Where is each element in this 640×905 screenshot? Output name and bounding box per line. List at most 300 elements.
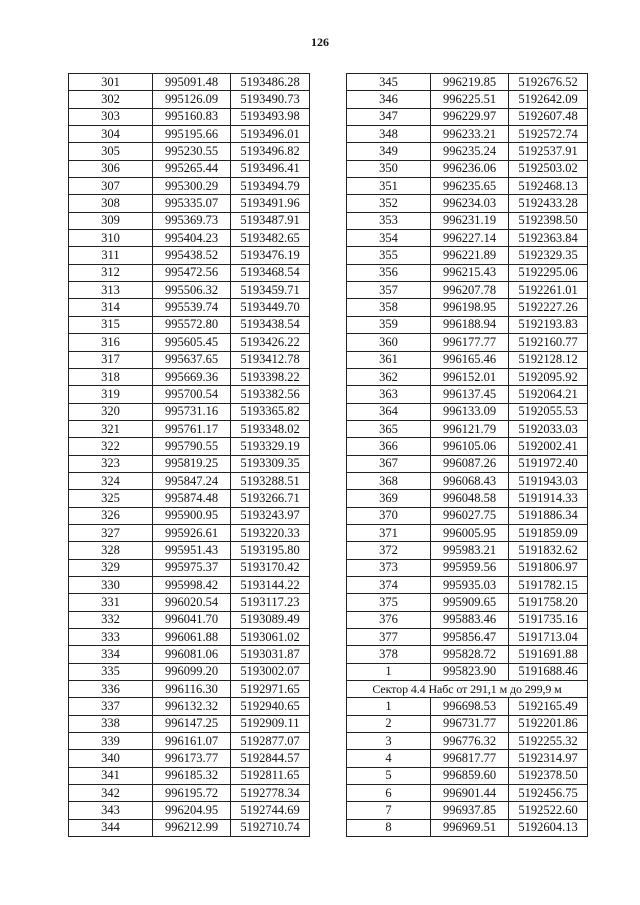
point-number-cell: 331: [69, 594, 153, 611]
x-coordinate-cell: 995669.36: [153, 368, 231, 385]
y-coordinate-cell: 5192778.34: [231, 785, 310, 802]
x-coordinate-cell: 996165.46: [431, 351, 509, 368]
y-coordinate-cell: 5191782.15: [509, 576, 588, 593]
point-number-cell: 8: [347, 819, 431, 836]
y-coordinate-cell: 5193412.78: [231, 351, 310, 368]
x-coordinate-cell: 996068.43: [431, 472, 509, 489]
point-number-cell: 314: [69, 299, 153, 316]
x-coordinate-cell: 995909.65: [431, 594, 509, 611]
table-row: [347, 108, 588, 125]
point-number-cell: 6: [347, 785, 431, 802]
section-table-row: [347, 767, 588, 784]
y-coordinate-cell: 5191758.20: [509, 594, 588, 611]
x-coordinate-cell: 995823.90: [431, 663, 509, 680]
point-number-cell: 328: [69, 542, 153, 559]
point-number-cell: 364: [347, 403, 431, 420]
x-coordinate-cell: 996185.32: [153, 767, 231, 784]
x-coordinate-cell: 995126.09: [153, 91, 231, 108]
table-row: [347, 316, 588, 333]
x-coordinate-cell: 995369.73: [153, 212, 231, 229]
y-coordinate-cell: 5193493.98: [231, 108, 310, 125]
y-coordinate-cell: 5192940.65: [231, 698, 310, 715]
point-number-cell: 349: [347, 143, 431, 160]
point-number-cell: 321: [69, 420, 153, 437]
table-row: [347, 143, 588, 160]
y-coordinate-cell: 5193487.91: [231, 212, 310, 229]
point-number-cell: 330: [69, 576, 153, 593]
x-coordinate-cell: 996221.89: [431, 247, 509, 264]
y-coordinate-cell: 5193449.70: [231, 299, 310, 316]
y-coordinate-cell: 5193382.56: [231, 386, 310, 403]
table-row: [69, 611, 310, 628]
y-coordinate-cell: 5193266.71: [231, 490, 310, 507]
x-coordinate-cell: 996087.26: [431, 455, 509, 472]
y-coordinate-cell: 5193438.54: [231, 316, 310, 333]
y-coordinate-cell: 5192503.02: [509, 160, 588, 177]
y-coordinate-cell: 5192676.52: [509, 74, 588, 91]
y-coordinate-cell: 5192160.77: [509, 334, 588, 351]
point-number-cell: 353: [347, 212, 431, 229]
y-coordinate-cell: 5193243.97: [231, 507, 310, 524]
x-coordinate-cell: 996005.95: [431, 524, 509, 541]
y-coordinate-cell: 5193426.22: [231, 334, 310, 351]
x-coordinate-cell: 995935.03: [431, 576, 509, 593]
x-coordinate-cell: 996731.77: [431, 715, 509, 732]
point-number-cell: 305: [69, 143, 153, 160]
table-row: [347, 230, 588, 247]
point-number-cell: 324: [69, 472, 153, 489]
y-coordinate-cell: 5192128.12: [509, 351, 588, 368]
y-coordinate-cell: 5191806.97: [509, 559, 588, 576]
section-header-row: [347, 681, 588, 698]
point-number-cell: 7: [347, 802, 431, 819]
x-coordinate-cell: 995572.80: [153, 316, 231, 333]
y-coordinate-cell: 5192607.48: [509, 108, 588, 125]
table-row: [347, 507, 588, 524]
table-row: [69, 472, 310, 489]
x-coordinate-cell: 996198.95: [431, 299, 509, 316]
x-coordinate-cell: 995951.43: [153, 542, 231, 559]
y-coordinate-cell: 5192227.26: [509, 299, 588, 316]
point-number-cell: 345: [347, 74, 431, 91]
point-number-cell: 3: [347, 733, 431, 750]
x-coordinate-cell: 996234.03: [431, 195, 509, 212]
point-number-cell: 322: [69, 438, 153, 455]
y-coordinate-cell: 5191914.33: [509, 490, 588, 507]
table-row: [347, 663, 588, 680]
point-number-cell: 319: [69, 386, 153, 403]
y-coordinate-cell: 5192522.60: [509, 802, 588, 819]
point-number-cell: 348: [347, 126, 431, 143]
y-coordinate-cell: 5193365.82: [231, 403, 310, 420]
y-coordinate-cell: 5192398.50: [509, 212, 588, 229]
table-row: [69, 594, 310, 611]
table-row: [347, 264, 588, 281]
y-coordinate-cell: 5192877.07: [231, 733, 310, 750]
table-row: [69, 299, 310, 316]
table-row: [347, 455, 588, 472]
point-number-cell: 323: [69, 455, 153, 472]
point-number-cell: 310: [69, 230, 153, 247]
x-coordinate-cell: 995983.21: [431, 542, 509, 559]
x-coordinate-cell: 995761.17: [153, 420, 231, 437]
x-coordinate-cell: 995230.55: [153, 143, 231, 160]
table-row: [69, 576, 310, 593]
table-row: [347, 524, 588, 541]
y-coordinate-cell: 5193117.23: [231, 594, 310, 611]
y-coordinate-cell: 5192261.01: [509, 282, 588, 299]
point-number-cell: 366: [347, 438, 431, 455]
x-coordinate-cell: 996152.01: [431, 368, 509, 385]
y-coordinate-cell: 5193288.51: [231, 472, 310, 489]
y-coordinate-cell: 5193494.79: [231, 178, 310, 195]
page-number: 126: [311, 35, 329, 49]
point-number-cell: 378: [347, 646, 431, 663]
y-coordinate-cell: 5192909.11: [231, 715, 310, 732]
point-number-cell: 309: [69, 212, 153, 229]
x-coordinate-cell: 996225.51: [431, 91, 509, 108]
section-table-row: [347, 715, 588, 732]
table-row: [69, 108, 310, 125]
y-coordinate-cell: 5193468.54: [231, 264, 310, 281]
x-coordinate-cell: 996177.77: [431, 334, 509, 351]
point-number-cell: 376: [347, 611, 431, 628]
table-row: [69, 403, 310, 420]
x-coordinate-cell: 995195.66: [153, 126, 231, 143]
table-row: [69, 698, 310, 715]
point-number-cell: 351: [347, 178, 431, 195]
point-number-cell: 1: [347, 663, 431, 680]
x-coordinate-cell: 996215.43: [431, 264, 509, 281]
y-coordinate-cell: 5193195.80: [231, 542, 310, 559]
x-coordinate-cell: 995438.52: [153, 247, 231, 264]
point-number-cell: 317: [69, 351, 153, 368]
y-coordinate-cell: 5191832.62: [509, 542, 588, 559]
point-number-cell: 327: [69, 524, 153, 541]
point-number-cell: 341: [69, 767, 153, 784]
point-number-cell: 336: [69, 681, 153, 698]
y-coordinate-cell: 5191713.04: [509, 629, 588, 646]
y-coordinate-cell: 5193486.28: [231, 74, 310, 91]
point-number-cell: 325: [69, 490, 153, 507]
y-coordinate-cell: 5193031.87: [231, 646, 310, 663]
y-coordinate-cell: 5191972.40: [509, 455, 588, 472]
y-coordinate-cell: 5193309.35: [231, 455, 310, 472]
x-coordinate-cell: 996081.06: [153, 646, 231, 663]
x-coordinate-cell: 996061.88: [153, 629, 231, 646]
table-row: [69, 247, 310, 264]
y-coordinate-cell: 5192604.13: [509, 819, 588, 836]
coordinates-table-left: [68, 73, 310, 837]
y-coordinate-cell: 5192033.03: [509, 420, 588, 437]
x-coordinate-cell: 996229.97: [431, 108, 509, 125]
section-table-row: [347, 819, 588, 836]
table-row: [347, 247, 588, 264]
table-row: [69, 368, 310, 385]
point-number-cell: 333: [69, 629, 153, 646]
table-row: [69, 629, 310, 646]
y-coordinate-cell: 5192378.50: [509, 767, 588, 784]
x-coordinate-cell: 996041.70: [153, 611, 231, 628]
y-coordinate-cell: 5192295.06: [509, 264, 588, 281]
y-coordinate-cell: 5192002.41: [509, 438, 588, 455]
y-coordinate-cell: 5192744.69: [231, 802, 310, 819]
x-coordinate-cell: 995926.61: [153, 524, 231, 541]
y-coordinate-cell: 5193496.41: [231, 160, 310, 177]
table-row: [69, 195, 310, 212]
x-coordinate-cell: 995874.48: [153, 490, 231, 507]
point-number-cell: 368: [347, 472, 431, 489]
y-coordinate-cell: 5191691.88: [509, 646, 588, 663]
y-coordinate-cell: 5193398.22: [231, 368, 310, 385]
y-coordinate-cell: 5192971.65: [231, 681, 310, 698]
table-row: [347, 282, 588, 299]
y-coordinate-cell: 5193476.19: [231, 247, 310, 264]
x-coordinate-cell: 996235.65: [431, 178, 509, 195]
x-coordinate-cell: 996698.53: [431, 698, 509, 715]
y-coordinate-cell: 5193329.19: [231, 438, 310, 455]
x-coordinate-cell: 995828.72: [431, 646, 509, 663]
point-number-cell: 375: [347, 594, 431, 611]
y-coordinate-cell: 5192710.74: [231, 819, 310, 836]
point-number-cell: 5: [347, 767, 431, 784]
x-coordinate-cell: 996233.21: [431, 126, 509, 143]
x-coordinate-cell: 996116.30: [153, 681, 231, 698]
x-coordinate-cell: 995700.54: [153, 386, 231, 403]
point-number-cell: 358: [347, 299, 431, 316]
section-table-row: [347, 733, 588, 750]
table-row: [69, 785, 310, 802]
table-row: [347, 160, 588, 177]
table-row: [347, 490, 588, 507]
x-coordinate-cell: 995819.25: [153, 455, 231, 472]
x-coordinate-cell: 995265.44: [153, 160, 231, 177]
table-row: [347, 299, 588, 316]
y-coordinate-cell: 5191735.16: [509, 611, 588, 628]
x-coordinate-cell: 995998.42: [153, 576, 231, 593]
table-row: [69, 802, 310, 819]
point-number-cell: 365: [347, 420, 431, 437]
y-coordinate-cell: 5193496.01: [231, 126, 310, 143]
x-coordinate-cell: 996105.06: [431, 438, 509, 455]
table-row: [69, 386, 310, 403]
table-row: [69, 351, 310, 368]
point-number-cell: 357: [347, 282, 431, 299]
point-number-cell: 334: [69, 646, 153, 663]
y-coordinate-cell: 5193061.02: [231, 629, 310, 646]
y-coordinate-cell: 5192064.21: [509, 386, 588, 403]
x-coordinate-cell: 996219.85: [431, 74, 509, 91]
x-coordinate-cell: 996817.77: [431, 750, 509, 767]
section-title: Сектор 4.4 Набс от 291,1 м до 299,9 м: [347, 681, 588, 698]
point-number-cell: 359: [347, 316, 431, 333]
y-coordinate-cell: 5191943.03: [509, 472, 588, 489]
point-number-cell: 370: [347, 507, 431, 524]
table-row: [347, 559, 588, 576]
x-coordinate-cell: 995539.74: [153, 299, 231, 316]
table-row: [347, 368, 588, 385]
y-coordinate-cell: 5192255.32: [509, 733, 588, 750]
point-number-cell: 369: [347, 490, 431, 507]
x-coordinate-cell: 996173.77: [153, 750, 231, 767]
x-coordinate-cell: 995975.37: [153, 559, 231, 576]
x-coordinate-cell: 996027.75: [431, 507, 509, 524]
point-number-cell: 306: [69, 160, 153, 177]
point-number-cell: 363: [347, 386, 431, 403]
x-coordinate-cell: 995506.32: [153, 282, 231, 299]
point-number-cell: 326: [69, 507, 153, 524]
point-number-cell: 316: [69, 334, 153, 351]
table-row: [69, 767, 310, 784]
y-coordinate-cell: 5193220.33: [231, 524, 310, 541]
x-coordinate-cell: 995404.23: [153, 230, 231, 247]
point-number-cell: 371: [347, 524, 431, 541]
table-row: [69, 438, 310, 455]
y-coordinate-cell: 5191859.09: [509, 524, 588, 541]
table-row: [69, 542, 310, 559]
table-row: [347, 178, 588, 195]
table-row: [347, 91, 588, 108]
point-number-cell: 347: [347, 108, 431, 125]
point-number-cell: 344: [69, 819, 153, 836]
table-row: [347, 594, 588, 611]
table-row: [69, 160, 310, 177]
point-number-cell: 335: [69, 663, 153, 680]
point-number-cell: 372: [347, 542, 431, 559]
table-row: [347, 386, 588, 403]
point-number-cell: 307: [69, 178, 153, 195]
y-coordinate-cell: 5192363.84: [509, 230, 588, 247]
table-row: [69, 733, 310, 750]
y-coordinate-cell: 5192844.57: [231, 750, 310, 767]
point-number-cell: 329: [69, 559, 153, 576]
point-number-cell: 302: [69, 91, 153, 108]
point-number-cell: 356: [347, 264, 431, 281]
point-number-cell: 346: [347, 91, 431, 108]
table-row: [69, 178, 310, 195]
table-row: [69, 126, 310, 143]
section-table-row: [347, 802, 588, 819]
section-table-row: [347, 698, 588, 715]
table-row: [69, 74, 310, 91]
table-row: [69, 646, 310, 663]
x-coordinate-cell: 996231.19: [431, 212, 509, 229]
x-coordinate-cell: 996133.09: [431, 403, 509, 420]
y-coordinate-cell: 5192468.13: [509, 178, 588, 195]
point-number-cell: 339: [69, 733, 153, 750]
y-coordinate-cell: 5192433.28: [509, 195, 588, 212]
x-coordinate-cell: 996236.06: [431, 160, 509, 177]
table-row: [69, 455, 310, 472]
point-number-cell: 342: [69, 785, 153, 802]
x-coordinate-cell: 995900.95: [153, 507, 231, 524]
y-coordinate-cell: 5192329.35: [509, 247, 588, 264]
table-row: [69, 819, 310, 836]
y-coordinate-cell: 5193002.07: [231, 663, 310, 680]
table-row: [347, 438, 588, 455]
x-coordinate-cell: 996969.51: [431, 819, 509, 836]
x-coordinate-cell: 996048.58: [431, 490, 509, 507]
x-coordinate-cell: 996099.20: [153, 663, 231, 680]
table-row: [69, 524, 310, 541]
table-row: [69, 559, 310, 576]
x-coordinate-cell: 996195.72: [153, 785, 231, 802]
y-coordinate-cell: 5191886.34: [509, 507, 588, 524]
table-row: [347, 576, 588, 593]
point-number-cell: 355: [347, 247, 431, 264]
point-number-cell: 4: [347, 750, 431, 767]
x-coordinate-cell: 995605.45: [153, 334, 231, 351]
x-coordinate-cell: 996204.95: [153, 802, 231, 819]
x-coordinate-cell: 995847.24: [153, 472, 231, 489]
x-coordinate-cell: 995883.46: [431, 611, 509, 628]
y-coordinate-cell: 5193170.42: [231, 559, 310, 576]
x-coordinate-cell: 995637.65: [153, 351, 231, 368]
y-coordinate-cell: 5192095.92: [509, 368, 588, 385]
point-number-cell: 303: [69, 108, 153, 125]
table-row: [69, 715, 310, 732]
point-number-cell: 374: [347, 576, 431, 593]
table-row: [69, 230, 310, 247]
x-coordinate-cell: 996235.24: [431, 143, 509, 160]
x-coordinate-cell: 996147.25: [153, 715, 231, 732]
point-number-cell: 308: [69, 195, 153, 212]
x-coordinate-cell: 996137.45: [431, 386, 509, 403]
y-coordinate-cell: 5193459.71: [231, 282, 310, 299]
table-row: [69, 212, 310, 229]
y-coordinate-cell: 5192193.83: [509, 316, 588, 333]
table-row: [347, 334, 588, 351]
point-number-cell: 318: [69, 368, 153, 385]
table-row: [347, 195, 588, 212]
y-coordinate-cell: 5192055.53: [509, 403, 588, 420]
point-number-cell: 367: [347, 455, 431, 472]
table-row: [69, 681, 310, 698]
x-coordinate-cell: 995091.48: [153, 74, 231, 91]
point-number-cell: 320: [69, 403, 153, 420]
point-number-cell: 373: [347, 559, 431, 576]
y-coordinate-cell: 5192572.74: [509, 126, 588, 143]
point-number-cell: 352: [347, 195, 431, 212]
x-coordinate-cell: 996212.99: [153, 819, 231, 836]
x-coordinate-cell: 996121.79: [431, 420, 509, 437]
y-coordinate-cell: 5193089.49: [231, 611, 310, 628]
x-coordinate-cell: 996901.44: [431, 785, 509, 802]
table-row: [69, 334, 310, 351]
y-coordinate-cell: 5192811.65: [231, 767, 310, 784]
point-number-cell: 301: [69, 74, 153, 91]
y-coordinate-cell: 5193348.02: [231, 420, 310, 437]
y-coordinate-cell: 5192537.91: [509, 143, 588, 160]
y-coordinate-cell: 5193144.22: [231, 576, 310, 593]
y-coordinate-cell: 5193490.73: [231, 91, 310, 108]
table-row: [347, 629, 588, 646]
table-row: [69, 750, 310, 767]
x-coordinate-cell: 996776.32: [431, 733, 509, 750]
table-row: [347, 646, 588, 663]
point-number-cell: 338: [69, 715, 153, 732]
x-coordinate-cell: 995856.47: [431, 629, 509, 646]
table-row: [69, 264, 310, 281]
table-row: [347, 472, 588, 489]
x-coordinate-cell: 995959.56: [431, 559, 509, 576]
table-row: [347, 611, 588, 628]
y-coordinate-cell: 5192314.97: [509, 750, 588, 767]
x-coordinate-cell: 995790.55: [153, 438, 231, 455]
x-coordinate-cell: 995472.56: [153, 264, 231, 281]
table-row: [347, 420, 588, 437]
x-coordinate-cell: 996207.78: [431, 282, 509, 299]
